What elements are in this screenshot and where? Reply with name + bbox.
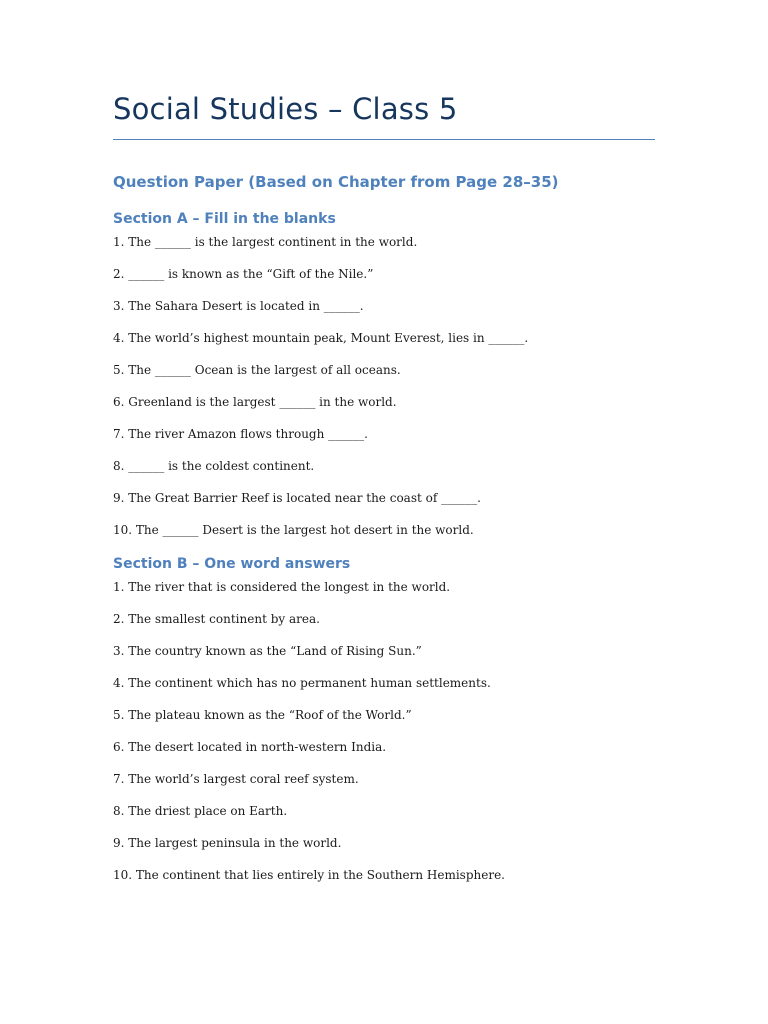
section-a-heading: Section A – Fill in the blanks (113, 211, 336, 227)
question-item: 10. The continent that lies entirely in the Southern Hemisphere. (113, 868, 505, 882)
question-item: 4. The continent which has no permanent human settlements. (113, 676, 491, 690)
question-item: 5. The ______ Ocean is the largest of all oceans. (113, 363, 401, 377)
question-item: 3. The country known as the “Land of Rising Sun.” (113, 644, 422, 658)
question-item: 6. The desert located in north-western India. (113, 740, 387, 754)
question-item: 10. The ______ Desert is the largest hot desert in the world. (113, 523, 474, 537)
question-item: 2. ______ is known as the “Gift of the Nile.” (113, 267, 374, 281)
question-item: 3. The Sahara Desert is located in ______. (113, 299, 364, 313)
question-item: 8. ______ is the coldest continent. (113, 459, 315, 473)
question-paper-subtitle: Question Paper (Based on Chapter from Page 28–35) (113, 173, 559, 191)
section-b-heading: Section B – One word answers (113, 556, 351, 572)
document-title: Social Studies – Class 5 (113, 92, 458, 126)
question-item: 8. The driest place on Earth. (113, 804, 288, 818)
question-item: 2. The smallest continent by area. (113, 612, 320, 626)
question-item: 5. The plateau known as the “Roof of the World.” (113, 708, 412, 722)
question-item: 4. The world’s highest mountain peak, Mount Everest, lies in ______. (113, 331, 529, 345)
question-item: 7. The river Amazon flows through ______. (113, 427, 368, 441)
question-item: 9. The largest peninsula in the world. (113, 836, 342, 850)
question-item: 1. The river that is considered the longest in the world. (113, 580, 451, 594)
question-item: 1. The ______ is the largest continent in the world. (113, 235, 418, 249)
question-item: 9. The Great Barrier Reef is located near the coast of ______. (113, 491, 481, 505)
question-item: 6. Greenland is the largest ______ in the world. (113, 395, 397, 409)
section-b-question-list (113, 578, 505, 898)
section-a-question-list (113, 233, 528, 553)
title-underline (113, 139, 655, 140)
question-item: 7. The world’s largest coral reef system. (113, 772, 359, 786)
